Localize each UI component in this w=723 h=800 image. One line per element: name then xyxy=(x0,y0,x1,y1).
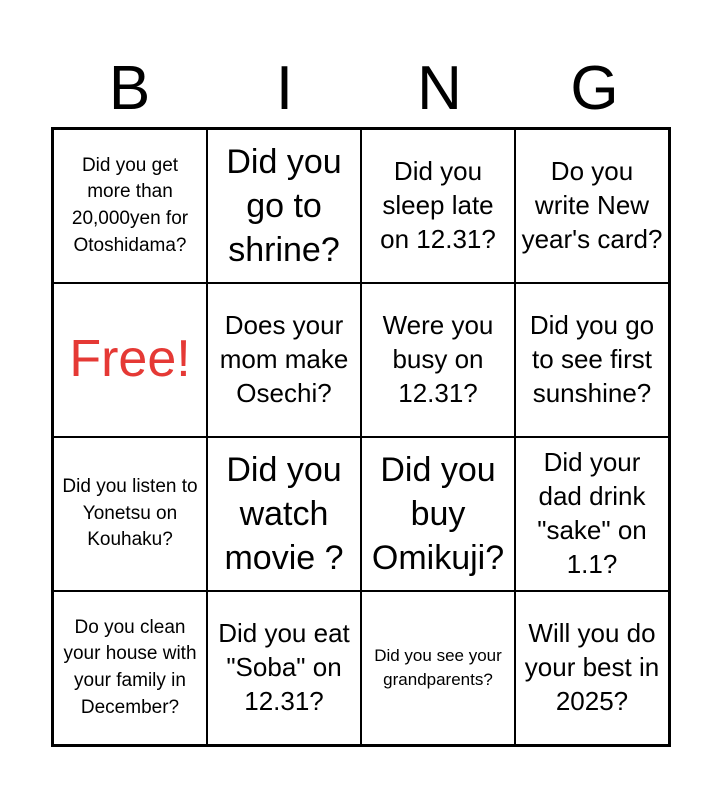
bingo-cell[interactable]: Did you watch movie ? xyxy=(207,437,361,591)
bingo-grid xyxy=(51,127,671,747)
bingo-cell[interactable]: Did you eat "Soba" on 12.31? xyxy=(207,591,361,745)
header-letter-n: N xyxy=(417,54,462,123)
bingo-cell[interactable]: Do you clean your house with your family in December? xyxy=(53,591,207,745)
bingo-cell[interactable]: Did you listen to Yonetsu on Kouhaku? xyxy=(53,437,207,591)
bingo-cell[interactable]: Did you sleep late on 12.31? xyxy=(361,129,515,283)
free-cell[interactable]: Free! xyxy=(53,283,207,437)
bingo-cell[interactable]: Did you go to shrine? xyxy=(207,129,361,283)
header-letter-g: G xyxy=(570,54,619,123)
bingo-cell[interactable]: Did you go to see first sunshine? xyxy=(515,283,669,437)
bingo-cell[interactable]: Does your mom make Osechi? xyxy=(207,283,361,437)
bingo-cell[interactable]: Did you get more than 20,000yen for Otoshidama? xyxy=(53,129,207,283)
bingo-cell[interactable]: Do you write New year's card? xyxy=(515,129,669,283)
bingo-cell[interactable]: Will you do your best in 2025? xyxy=(515,591,669,745)
bingo-cell[interactable]: Were you busy on 12.31? xyxy=(361,283,515,437)
bingo-header xyxy=(52,50,672,128)
bingo-cell[interactable]: Did you see your grandparents? xyxy=(361,591,515,745)
bingo-cell[interactable]: Did your dad drink "sake" on 1.1? xyxy=(515,437,669,591)
header-letter-i: I xyxy=(275,54,294,123)
bingo-cell[interactable]: Did you buy Omikuji? xyxy=(361,437,515,591)
header-letter-b: B xyxy=(108,54,151,123)
